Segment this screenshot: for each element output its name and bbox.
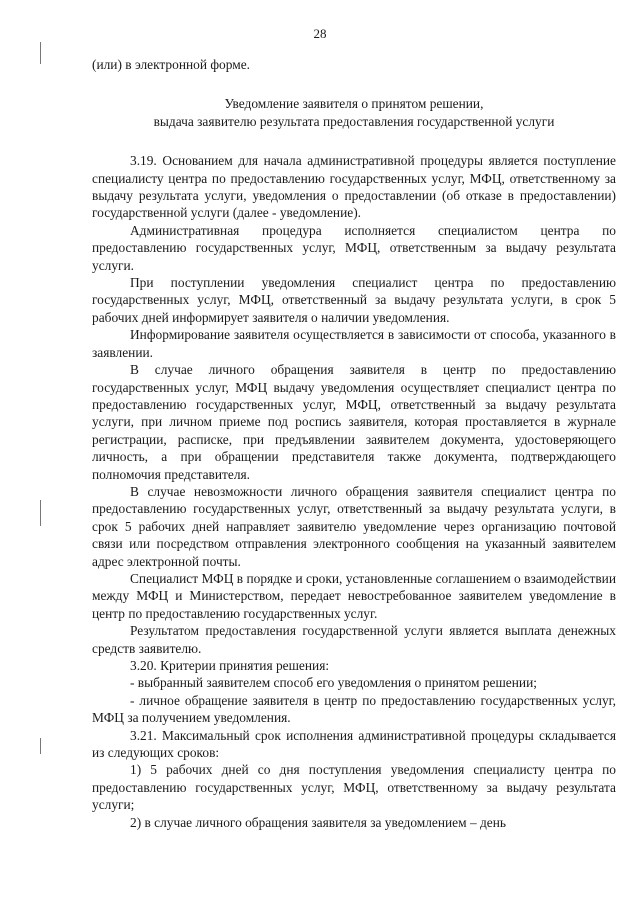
list-item: - личное обращение заявителя в центр по предоставлению государственных услуг, МФЦ за получением уведомления. — [92, 692, 616, 726]
margin-mark — [40, 500, 41, 526]
paragraph: В случае личного обращения заявителя в центр по предоставлению государственных услуг, МФЦ выдачу уведомления осуществляет специалист центра по предоставлению государственных услуг, МФЦ, ответственный за выдачу результата услуги, при личном приеме под роспись заявителя, которая проставляется в журнале регистрации, расписке, при предъявлении заявителем документа, удостоверяющего личность, а при обращении представителя также документа, подтверждающего полномочия представителя. — [92, 362, 616, 482]
list-item: 1) 5 рабочих дней со дня поступления уведомления специалисту центра по предоставлению государственных услуг, МФЦ, ответственному за выдачу результата услуги; — [92, 762, 616, 813]
paragraph: 3.20. Критерии принятия решения: — [130, 658, 330, 673]
paragraph: При поступлении уведомления специалист центра по предоставлению государственных услуг, МФЦ, ответственный за выдачу результата услуги, в срок 5 рабочих дней информирует заявителя о наличии уведомления. — [92, 275, 616, 325]
paragraph: Информирование заявителя осуществляется в зависимости от способа, указанного в заявлении. — [92, 327, 616, 360]
page-number: 28 — [313, 26, 327, 41]
paragraph: Результатом предоставления государственной услуги является выплата денежных средств заявителю. — [92, 623, 616, 656]
list-item: - выбранный заявителем способ его уведомления о принятом решении; — [130, 675, 537, 691]
continuation-text: (или) в электронной форме. — [92, 57, 250, 72]
paragraph: В случае невозможности личного обращения заявителя специалист центра по предоставлению государственных услуг, ответственный за выдачу результата услуги, в срок 5 рабочих дней направляет заявителю уведомление через организацию почтовой связи или посредством отправления электронного сообщения на указанный заявителем адрес электронной почты. — [92, 483, 616, 569]
list-item: 2) в случае личного обращения заявителя за уведомлением – день — [130, 814, 507, 830]
margin-mark — [40, 42, 41, 64]
paragraph: 3.19. Основанием для начала административной процедуры является поступление специалисту центра по предоставлению государственных услуг, МФЦ, ответственному за выдачу результата услуги, уведомления о предоставлении (об отказе в предоставлении) государственной услуги (далее - уведомление). — [92, 153, 616, 221]
margin-mark — [40, 738, 41, 754]
paragraph: Административная процедура исполняется специалистом центра по предоставлению государственных услуг, МФЦ, ответственным за выдачу результата услуги. — [92, 222, 616, 273]
document-body — [92, 56, 616, 831]
paragraph: 3.21. Максимальный срок исполнения административной процедуры складывается из следующих сроков: — [92, 727, 616, 761]
paragraph: Специалист МФЦ в порядке и сроки, установленные соглашением о взаимодействии между МФЦ и Министерством, передает невостребованное заявителем уведомление в центр по предоставлению государственных услуг. — [92, 570, 616, 621]
heading-line-1: Уведомление заявителя о принятом решении, — [224, 96, 484, 112]
section-heading — [92, 95, 616, 130]
heading-line-2: выдача заявителю результата предоставления государственной услуги — [153, 113, 555, 129]
